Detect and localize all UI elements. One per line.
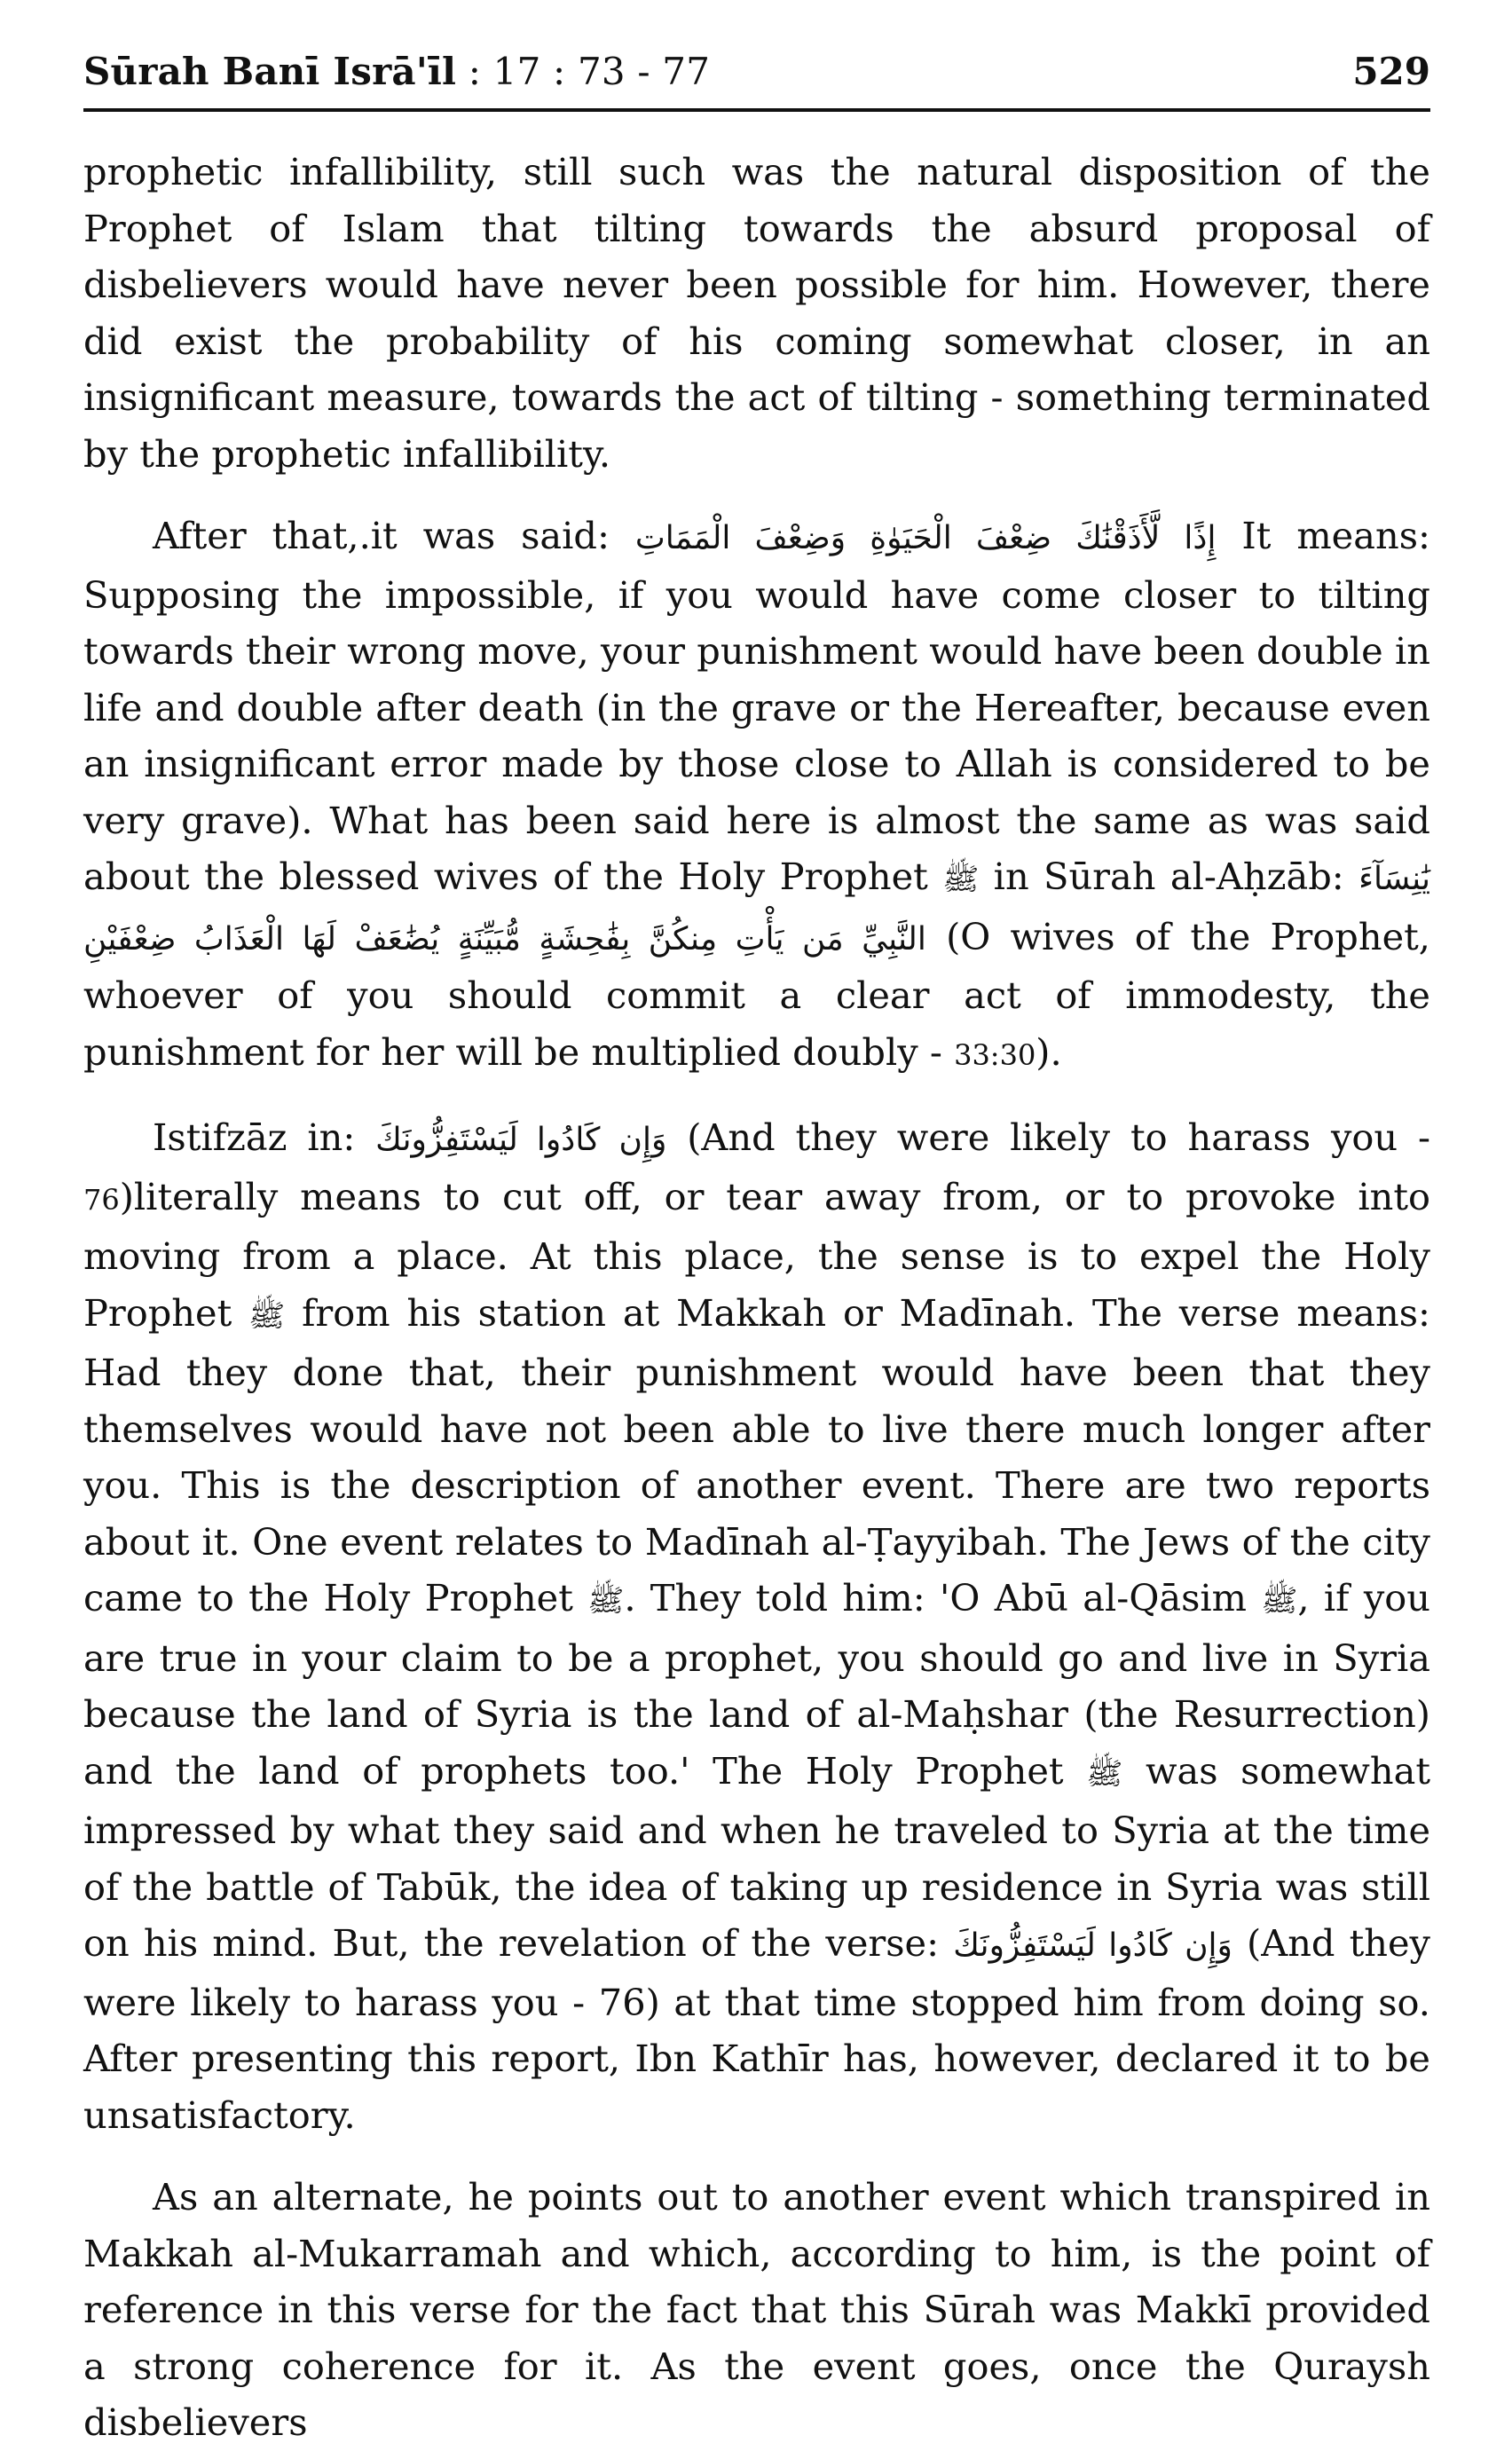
arabic-quote: وَإِن كَادُوا لَيَسْتَفِزُّونَكَ <box>375 1122 667 1158</box>
text-run: in Sūrah al-Aḥzāb: <box>979 855 1359 898</box>
page-number: 529 <box>1352 50 1430 93</box>
verse-citation: 33:30 <box>954 1037 1036 1072</box>
text-run: )literally means to cut off, or tear away from, or to provoke into moving from a place. At this place, the sense is to expel the Holy Prophet <box>83 1174 1430 1335</box>
paragraph <box>83 1109 1430 2143</box>
text-run: (And they were likely to harass you - <box>666 1115 1430 1159</box>
surah-name: Sūrah Banī Isrā'īl <box>83 50 457 93</box>
paragraph <box>83 508 1430 1084</box>
salutation-glyph: ﷺ <box>1261 1583 1298 1619</box>
arabic-quote: إِذًا لَّأَذَقْنَٰكَ ضِعْفَ الْحَيَوٰةِ وَضِعْفَ الْمَمَاتِ <box>634 520 1217 556</box>
text-run: . They told him: 'O Abū al-Qāsim <box>624 1576 1262 1620</box>
text-run: (And they were likely to harass you - 76) at that time stopped him from doing so. After presenting this report, Ibn Kathīr has, however, declared it to be unsatisfactory. <box>83 1921 1430 2137</box>
salutation-glyph: ﷺ <box>942 862 980 897</box>
text-run: , if you are true in your claim to be a prophet, you should go and live in Syria because the land of Syria is the land of al-Maḥshar (the Resurrection) and the land of prophets too.' The Holy Prophet <box>83 1576 1431 1793</box>
text-run: from his station at Makkah or Madīnah. The verse means: Had they done that, their punishment would have been that they themselves would have not been able to live there much longer after you. This is the description of another event. There are two reports about it. One event relates to Madīnah al-Ṭayyibah. The Jews of the city came to the Holy Prophet <box>83 1290 1430 1620</box>
text-run: After that,.it was said: <box>153 514 635 557</box>
salutation-glyph: ﷺ <box>587 1583 625 1619</box>
text-run: Istifzāz in: <box>153 1115 376 1159</box>
text-run: As an alternate, he points out to another event which transpired in Makkah al-Mukarramah and which, according to him, is the point of reference in this verse for the fact that this Sūrah was Makkī provided a strong coherence for it. As the event goes, once the Quraysh disbelievers <box>83 2175 1430 2444</box>
body-text <box>83 144 1430 2451</box>
text-run: prophetic infallibility, still such was the natural disposition of the Prophet of Islam that tilting towards the absurd proposal of disbelievers would have never been possible for him. However, there did exist the probability of his coming somewhat closer, in an insignificant measure, towards the act of tilting - something terminated by the prophetic infallibility. <box>83 150 1430 476</box>
paragraph <box>83 2169 1430 2451</box>
verse-citation: 76 <box>83 1182 120 1217</box>
text-run: (O wives of the Prophet, whoever of you should commit a clear act of immodesty, the punishment for her will be multiplied doubly - <box>83 914 1430 1074</box>
arabic-quote: يَٰنِسَآءَ النَّبِيِّ مَن يَأْتِ مِنكُنَّ بِفَٰحِشَةٍ مُّبَيِّنَةٍ يُضَٰعَفْ لَهَا الْعَذَابُ ضِعْفَيْنِ <box>83 861 1431 958</box>
running-header <box>83 44 1430 112</box>
text-run: ). <box>1036 1029 1062 1074</box>
verse-reference: : 17 : 73 - 77 <box>468 50 711 93</box>
paragraph <box>83 144 1430 482</box>
text-run: was somewhat impressed by what they said and when he traveled to Syria at the time of the battle of Tabūk, the idea of taking up residence in Syria was still on his mind. But, the revelation of the verse: <box>83 1748 1431 1965</box>
text-run: It means: Supposing the impossible, if you would have come closer to tilting towards their wrong move, your punishment would have been double in life and double after death (in the grave or the Hereafter, because even an insignificant error made by those close to Allah is considered to be very grave). What has been said here is almost the same as was said about the blessed wives of the Holy Prophet <box>83 514 1430 898</box>
arabic-quote: وَإِن كَادُوا لَيَسْتَفِزُّونَكَ <box>953 1927 1232 1964</box>
salutation-glyph: ﷺ <box>248 1297 286 1334</box>
header-title <box>83 50 710 93</box>
salutation-glyph: ﷺ <box>1086 1755 1123 1792</box>
